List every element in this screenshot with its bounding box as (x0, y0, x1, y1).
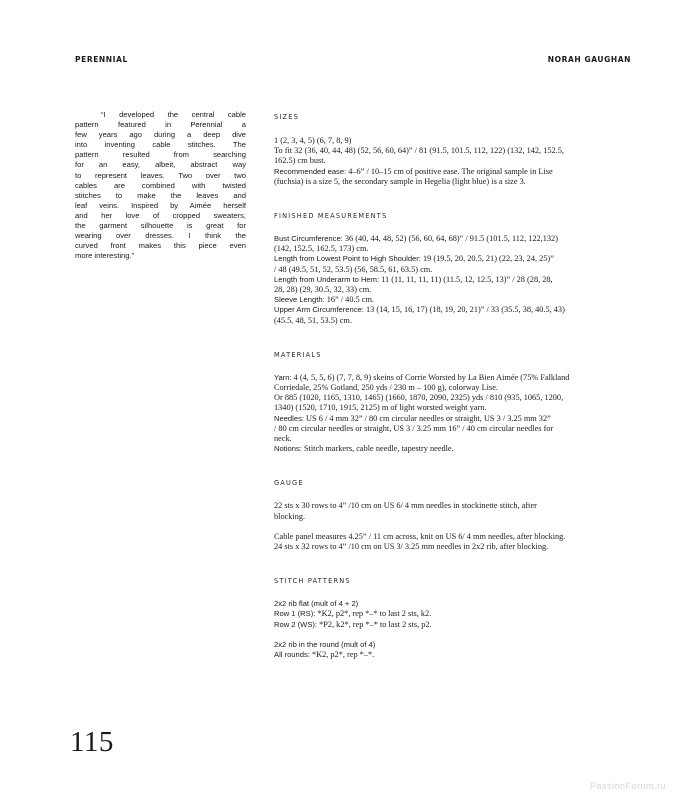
yarn-value: Or 885 (1020, 1165, 1310, 1465) (1660, 1870, 2090, 2325) yds / 810 (935, 1065, 1200, (274, 393, 564, 403)
bust-value: (142, 152.5, 162.5, 173) cm. (274, 244, 369, 254)
needles-value: neck. (274, 434, 292, 444)
pattern-details (274, 113, 634, 660)
designer-quote (75, 110, 246, 261)
bust-value: 36 (40, 44, 48, 52) (56, 60, 64, 68)” / 91.5 (101.5, 112, 122,132) (342, 234, 558, 244)
quote-line: into inventing cable stitches. The (75, 140, 246, 150)
hem-value: 11 (11, 11, 11, 11) (11.5, 12, 12.5, 13)” / 28 (28, 28, (379, 274, 553, 284)
quote-line: the garment silhouette is great for (75, 221, 246, 231)
gauge-stockinette: blocking. (274, 511, 306, 521)
all-rounds-label: All rounds: (274, 650, 310, 660)
page-number: 115 (70, 726, 114, 758)
upper-arm-value: (45.5, 48, 51, 53.5) cm. (274, 315, 352, 325)
yarn-value: 1340) (1520, 1710, 1915, 2125) m of light worsted weight yarn. (274, 403, 487, 413)
quote-line: curved front makes this piece even (75, 241, 246, 251)
quote-line: pattern featured in Perennial a (75, 120, 246, 130)
gauge-stockinette: 22 sts x 30 rows to 4” /10 cm on US 6/ 4 mm needles in stockinette stitch, after (274, 501, 537, 511)
sleeve-label: Sleeve Length: (274, 295, 325, 305)
needles-value: US 6 / 4 mm 32” / 80 cm circular needles or straight, US 3 / 3.25 mm 32” (303, 413, 551, 423)
ease-value: (fuchsia) is a size 5, the secondary sample in Hegelia (light blue) is a size 3. (274, 176, 526, 186)
notions-value: Stitch markers, cable needle, tapestry needle. (301, 444, 454, 454)
ease-value: 4–6” / 10–15 cm of positive ease. The original sample in Lise (346, 166, 553, 176)
sizes-fit-line: To fit 32 (36, 40, 44, 48) (52, 56, 60, 64)” / 81 (91.5, 101.5, 112, 122) (132, 142, 152.5, (274, 146, 564, 156)
upper-arm-label: Upper Arm Circumference: (274, 305, 364, 315)
sleeve-value: 16” / 40.5 cm. (324, 295, 374, 305)
quote-line: wearing over dresses. I think the (75, 231, 246, 241)
needles-value: / 80 cm circular needles or straight, US 3 / 3.25 mm 16” / 40 cm circular needles for (274, 423, 554, 433)
section-title-sizes: SIZES (274, 113, 299, 121)
sizes-section (274, 113, 634, 187)
quote-line: stitches to make the leaves and (75, 190, 246, 200)
quote-line: few years ago during a deep dive (75, 130, 246, 140)
needles-label: Needles: (274, 413, 304, 423)
hem-label: Length from Underarm to Hem: (274, 274, 380, 284)
section-title-stitch: STITCH PATTERNS (274, 577, 351, 586)
watermark: PassionForum.ru (589, 781, 666, 791)
designer-name: NORAH GAUGHAN (547, 55, 631, 64)
row1-value: *K2, p2*, rep *–* to last 2 sts, k2. (315, 609, 432, 619)
section-title-gauge: GAUGE (274, 479, 304, 488)
yarn-value: 4 (4, 5, 5, 6) (7, 7, 8, 9) skeins of Corrie Worsted by La Bien Aimée (75% Falkland (291, 372, 570, 382)
row2-value: *P2, k2*, rep *–* to last 2 sts, p2. (317, 619, 432, 629)
section-title-materials: MATERIALS (274, 350, 322, 359)
quote-line: pattern resulted from searching (75, 150, 246, 160)
row1-label: Row 1 (RS): (274, 609, 316, 619)
yarn-label: Yarn: (274, 372, 292, 382)
length-value: / 48 (49.5, 51, 52, 53.5) (56, 58.5, 61, 63.5) cm. (274, 264, 433, 274)
quote-line: “I developed the central cable (101, 110, 246, 119)
book-title: PERENNIAL (75, 55, 128, 64)
gauge-section (274, 479, 634, 552)
all-rounds-value: *K2, p2*, rep *–*. (309, 650, 375, 660)
notions-label: Notions: (274, 444, 302, 454)
rib-round-title: 2x2 rib in the round (mult of 4) (274, 639, 376, 649)
finished-measurements-section (274, 212, 634, 326)
quote-line: for an easy, albeit, abstract way (75, 160, 246, 170)
hem-value: 28, 28) (29, 30.5, 32, 33) cm. (274, 285, 372, 295)
stitch-patterns-section (274, 577, 634, 660)
sizes-fit-line: 162.5) cm bust. (274, 156, 326, 166)
sizes-list: 1 (2, 3, 4, 5) (6, 7, 8, 9) (274, 136, 352, 145)
section-title-finished: FINISHED MEASUREMENTS (274, 212, 388, 221)
upper-arm-value: 13 (14, 15, 16, 17) (18, 19, 20, 21)” / 33 (35.5, 38, 40.5, 43) (363, 305, 565, 315)
quote-line: to represent leaves. Two over two (75, 170, 246, 180)
quote-line: and her love of cropped sweaters, (75, 210, 246, 220)
gauge-cable: Cable panel measures 4.25” / 11 cm across, knit on US 6/ 4 mm needles, after blocking. (274, 531, 566, 541)
quote-line: leaf veins. Inspired by Aimée herself (75, 200, 246, 210)
quote-line: more interesting.” (75, 251, 135, 261)
ease-label: Recommended ease: (274, 166, 347, 176)
row2-label: Row 2 (WS): (274, 619, 318, 629)
gauge-rib: 24 sts x 32 rows to 4” /10 cm on US 3/ 3.25 mm needles in 2x2 rib, after blocking. (274, 542, 549, 552)
length-value: 19 (19.5, 20, 20.5, 21) (22, 23, 24, 25)” (420, 254, 554, 264)
rib-flat-title: 2x2 rib flat (mult of 4 + 2) (274, 599, 359, 609)
yarn-value: Corriedale, 25% Gotland, 250 yds / 230 m – 100 g), colorway Lise. (274, 383, 498, 393)
materials-section (274, 351, 634, 455)
bust-label: Bust Circumference: (274, 234, 343, 244)
length-label: Length from Lowest Point to High Shoulder: (274, 254, 421, 264)
quote-line: cables are combined with twisted (75, 180, 246, 190)
